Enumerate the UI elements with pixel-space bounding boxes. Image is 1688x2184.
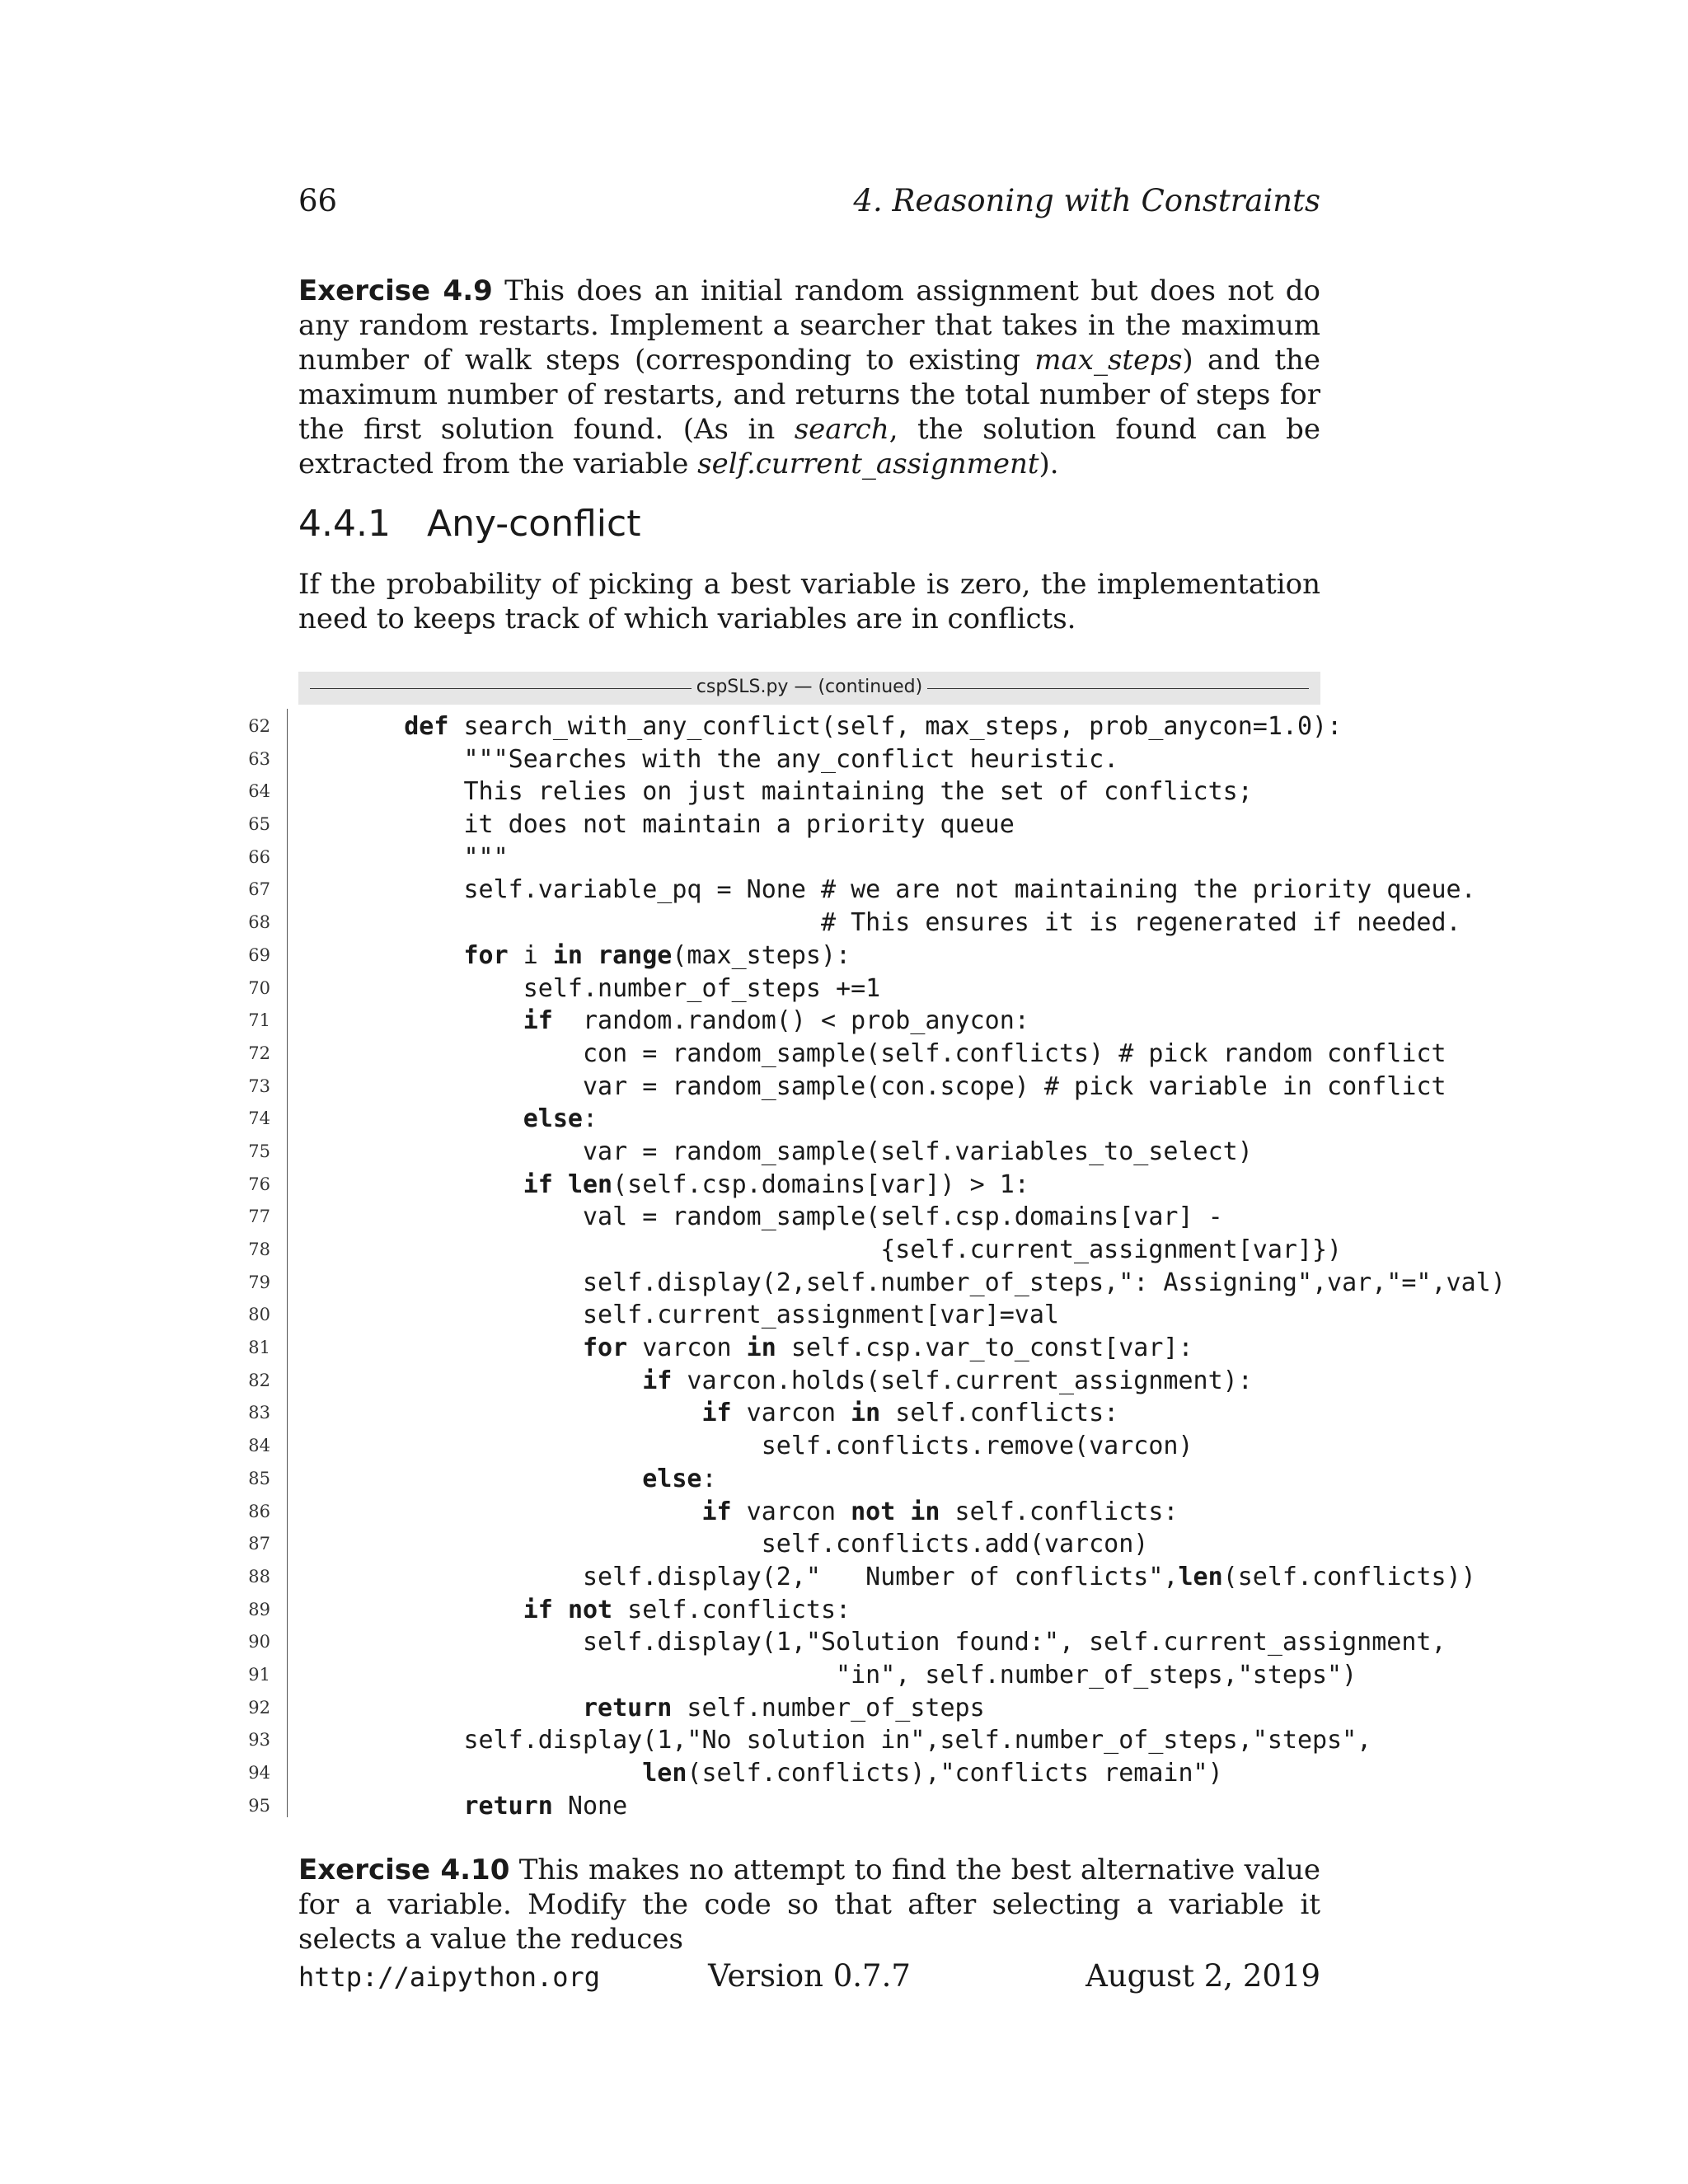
code-keyword: not bbox=[851, 1497, 896, 1526]
line-number: 64 bbox=[248, 781, 270, 802]
code-segment: self.variable_pq = None # we are not maintaining the priority queue. bbox=[345, 875, 1476, 905]
code-text bbox=[345, 1234, 1342, 1267]
code-segment: varcon bbox=[731, 1497, 851, 1526]
code-keyword: else bbox=[642, 1464, 702, 1493]
exercise-text: This makes no attempt to find the best alternative value for a variable. Modify the code so that after selecting a variable it selects a value the reduces bbox=[298, 1854, 1320, 1956]
line-number: 63 bbox=[248, 748, 270, 769]
code-segment: "in", self.number_of_steps,"steps") bbox=[345, 1660, 1357, 1690]
line-number: 91 bbox=[248, 1664, 270, 1685]
code-segment bbox=[345, 1759, 642, 1788]
code-text bbox=[345, 1397, 1118, 1430]
line-number: 68 bbox=[248, 912, 270, 933]
code-segment bbox=[345, 1006, 523, 1035]
code-line bbox=[0, 1692, 1688, 1725]
line-number: 87 bbox=[248, 1534, 270, 1554]
code-segment: val = random_sample(self.csp.domains[var] - bbox=[345, 1202, 1223, 1232]
code-text bbox=[345, 1626, 1447, 1659]
line-number: 81 bbox=[248, 1338, 270, 1358]
code-line bbox=[0, 1332, 1688, 1365]
exercise-var: search bbox=[794, 413, 889, 446]
code-text bbox=[345, 1790, 627, 1823]
code-segment: # This ensures it is regenerated if needed. bbox=[345, 908, 1461, 938]
code-line bbox=[0, 1724, 1688, 1757]
exercise-4-10 bbox=[298, 1853, 1320, 1957]
code-segment: self.current_assignment[var]=val bbox=[345, 1301, 1059, 1330]
code-keyword: in bbox=[910, 1497, 940, 1526]
code-segment: varcon bbox=[731, 1399, 851, 1428]
code-line bbox=[0, 808, 1688, 841]
section-number: 4.4.1 bbox=[298, 503, 391, 545]
page-footer bbox=[298, 1958, 1320, 1998]
line-number: 76 bbox=[248, 1174, 270, 1194]
code-segment: it does not maintain a priority queue bbox=[345, 810, 1015, 840]
code-segment: """ bbox=[345, 842, 509, 872]
code-segment: self.display(1,"Solution found:", self.current_assignment, bbox=[345, 1628, 1447, 1657]
code-line bbox=[0, 1594, 1688, 1627]
code-segment: None bbox=[552, 1791, 628, 1821]
line-number: 75 bbox=[248, 1141, 270, 1161]
code-segment: self.display(1,"No solution in",self.number_of_steps,"steps", bbox=[345, 1726, 1372, 1755]
code-text bbox=[345, 1169, 1029, 1202]
code-line bbox=[0, 1071, 1688, 1104]
code-banner bbox=[298, 672, 1320, 705]
code-keyword: if bbox=[523, 1595, 553, 1624]
line-number: 69 bbox=[248, 944, 270, 965]
section-title: Any-conflict bbox=[426, 503, 641, 545]
code-segment: varcon.holds(self.current_assignment): bbox=[672, 1366, 1253, 1395]
line-number: 82 bbox=[248, 1370, 270, 1390]
code-line bbox=[0, 1659, 1688, 1692]
line-number: 89 bbox=[248, 1599, 270, 1619]
code-line bbox=[0, 1201, 1688, 1234]
code-segment: var = random_sample(self.variables_to_select) bbox=[345, 1137, 1253, 1166]
code-segment: self.conflicts: bbox=[880, 1399, 1119, 1428]
code-keyword: if bbox=[523, 1006, 553, 1036]
code-segment: search_with_any_conflict(self, max_steps, prob_anycon=1.0): bbox=[448, 712, 1343, 741]
code-keyword: def bbox=[404, 712, 449, 741]
code-segment bbox=[345, 1694, 583, 1722]
code-segment bbox=[345, 1170, 523, 1199]
code-line bbox=[0, 1169, 1688, 1202]
code-keyword: return bbox=[463, 1791, 553, 1821]
code-line bbox=[0, 1626, 1688, 1659]
code-text bbox=[345, 1561, 1476, 1594]
line-number: 78 bbox=[248, 1240, 270, 1259]
exercise-4-9 bbox=[298, 274, 1320, 481]
code-text bbox=[345, 776, 1253, 808]
code-keyword: if bbox=[701, 1399, 732, 1428]
footer-date: August 2, 2019 bbox=[1085, 1958, 1320, 1994]
code-segment: self.display(2," Number of conflicts", bbox=[345, 1562, 1179, 1591]
code-text bbox=[345, 1136, 1253, 1169]
code-text bbox=[345, 1103, 598, 1136]
code-line bbox=[0, 1136, 1688, 1169]
code-text bbox=[345, 1332, 1193, 1365]
code-segment: con = random_sample(self.conflicts) # pick random conflict bbox=[345, 1038, 1447, 1068]
code-text bbox=[345, 808, 1015, 841]
line-number: 84 bbox=[248, 1436, 270, 1456]
code-segment: self.conflicts.add(varcon) bbox=[345, 1530, 1149, 1559]
code-text bbox=[345, 743, 1118, 776]
code-segment: i bbox=[508, 940, 553, 970]
code-segment: self.number_of_steps bbox=[672, 1693, 985, 1722]
section-heading bbox=[298, 503, 640, 545]
page-number: 66 bbox=[298, 183, 338, 218]
code-text bbox=[345, 1659, 1357, 1692]
code-text bbox=[345, 1071, 1447, 1104]
code-keyword: if bbox=[642, 1366, 673, 1395]
code-segment: (self.conflicts)) bbox=[1222, 1562, 1476, 1591]
code-text bbox=[345, 1463, 717, 1496]
code-text bbox=[345, 907, 1461, 940]
code-line bbox=[0, 710, 1688, 743]
code-text bbox=[345, 1365, 1253, 1398]
code-segment bbox=[345, 712, 404, 741]
exercise-var: self.current_assignment bbox=[697, 448, 1039, 480]
code-segment bbox=[345, 1333, 583, 1362]
code-segment: var = random_sample(con.scope) # pick variable in conflict bbox=[345, 1071, 1447, 1101]
line-number: 92 bbox=[248, 1697, 270, 1718]
code-line bbox=[0, 1365, 1688, 1398]
code-text bbox=[345, 972, 880, 1005]
line-number: 86 bbox=[248, 1501, 270, 1521]
code-line bbox=[0, 1496, 1688, 1529]
code-line bbox=[0, 1561, 1688, 1594]
code-segment: self.display(2,self.number_of_steps,": Assigning",var,"=",val) bbox=[345, 1268, 1506, 1297]
line-number: 70 bbox=[248, 977, 270, 998]
line-number: 85 bbox=[248, 1468, 270, 1488]
code-keyword: in bbox=[746, 1333, 776, 1363]
code-keyword: return bbox=[582, 1693, 673, 1722]
line-number: 88 bbox=[248, 1566, 270, 1586]
exercise-label: Exercise 4.9 bbox=[298, 274, 493, 307]
code-segment bbox=[345, 1792, 464, 1821]
exercise-text: ) and the maximum number of restarts, and returns the total number of steps for the first solution found. (As in bbox=[298, 344, 1320, 446]
code-text bbox=[345, 1496, 1178, 1529]
code-line bbox=[0, 1038, 1688, 1071]
line-number: 83 bbox=[248, 1403, 270, 1423]
code-text bbox=[345, 841, 509, 874]
line-number: 73 bbox=[248, 1076, 270, 1096]
code-keyword: in bbox=[851, 1399, 881, 1428]
line-number: 80 bbox=[248, 1305, 270, 1325]
code-segment: self.conflicts: bbox=[612, 1595, 851, 1624]
code-keyword: if bbox=[701, 1497, 732, 1526]
code-keyword: if bbox=[523, 1169, 553, 1199]
code-file-title: cspSLS.py — (continued) bbox=[298, 677, 1320, 697]
footer-version: Version 0.7.7 bbox=[708, 1958, 911, 1994]
code-line bbox=[0, 1528, 1688, 1561]
code-segment bbox=[553, 1170, 568, 1199]
code-text bbox=[345, 1724, 1372, 1757]
line-number: 93 bbox=[248, 1730, 270, 1750]
line-number: 94 bbox=[248, 1763, 270, 1783]
code-listing bbox=[0, 710, 1688, 1822]
code-keyword: len bbox=[567, 1169, 613, 1199]
line-number: 72 bbox=[248, 1043, 270, 1063]
code-line bbox=[0, 1463, 1688, 1496]
line-number: 79 bbox=[248, 1272, 270, 1292]
code-line bbox=[0, 1757, 1688, 1790]
code-segment bbox=[345, 1104, 523, 1133]
code-keyword: len bbox=[1178, 1562, 1223, 1591]
code-line bbox=[0, 1430, 1688, 1463]
code-line bbox=[0, 1005, 1688, 1038]
code-segment: self.number_of_steps +=1 bbox=[345, 973, 881, 1003]
code-segment bbox=[895, 1497, 910, 1526]
code-keyword: len bbox=[642, 1759, 687, 1788]
exercise-text: This does an initial random assignment but does not do any random restarts. Implement a searcher that takes in the maximum number of walk steps (corresponding to existing bbox=[298, 274, 1321, 377]
code-line bbox=[0, 841, 1688, 874]
code-line bbox=[0, 907, 1688, 940]
exercise-label: Exercise 4.10 bbox=[298, 1854, 510, 1886]
code-segment: : bbox=[583, 1104, 598, 1134]
line-number: 74 bbox=[248, 1108, 270, 1129]
code-line bbox=[0, 743, 1688, 776]
code-keyword: not bbox=[567, 1595, 613, 1624]
code-segment bbox=[345, 1366, 642, 1395]
code-text bbox=[345, 1594, 851, 1627]
code-segment: (self.conflicts),"conflicts remain") bbox=[687, 1759, 1223, 1788]
line-number: 67 bbox=[248, 879, 270, 900]
code-text bbox=[345, 1005, 1029, 1038]
code-segment: random.random() < prob_anycon: bbox=[552, 1006, 1029, 1036]
code-line bbox=[0, 1790, 1688, 1823]
code-text bbox=[345, 1038, 1447, 1071]
page-header bbox=[298, 183, 1320, 223]
code-text bbox=[345, 1757, 1223, 1790]
footer-url[interactable]: http://aipython.org bbox=[298, 1961, 601, 1993]
code-text bbox=[345, 940, 851, 972]
code-line bbox=[0, 1267, 1688, 1300]
code-segment: : bbox=[701, 1464, 717, 1493]
intro-paragraph: If the probability of picking a best variable is zero, the implementation need to keeps track of which variables are in conflicts. bbox=[298, 568, 1320, 635]
code-segment: {self.current_assignment[var]}) bbox=[345, 1235, 1343, 1264]
line-number: 65 bbox=[248, 814, 270, 835]
code-line bbox=[0, 776, 1688, 808]
code-keyword: for bbox=[463, 940, 509, 970]
code-segment bbox=[345, 1465, 642, 1493]
code-keyword: for bbox=[582, 1333, 628, 1363]
code-segment bbox=[345, 1596, 523, 1624]
code-text bbox=[345, 874, 1476, 907]
code-segment: varcon bbox=[627, 1333, 747, 1363]
exercise-text: , the solution found can be extracted from the variable bbox=[298, 413, 1320, 480]
code-segment: self.conflicts: bbox=[940, 1497, 1179, 1526]
code-segment: (max_steps): bbox=[672, 940, 851, 970]
code-segment bbox=[345, 941, 464, 970]
code-text bbox=[345, 1299, 1059, 1332]
line-number: 77 bbox=[248, 1207, 270, 1227]
code-segment bbox=[345, 1399, 701, 1427]
code-segment bbox=[345, 1497, 701, 1526]
code-text bbox=[345, 1528, 1148, 1561]
code-text bbox=[345, 710, 1342, 743]
code-segment: """Searches with the any_conflict heuristic. bbox=[345, 744, 1119, 774]
line-number: 66 bbox=[248, 846, 270, 867]
code-line bbox=[0, 1234, 1688, 1267]
code-segment: self.conflicts.remove(varcon) bbox=[345, 1432, 1193, 1461]
exercise-text: ). bbox=[1039, 448, 1059, 480]
code-text bbox=[345, 1430, 1193, 1463]
chapter-title: 4. Reasoning with Constraints bbox=[853, 183, 1320, 218]
line-number: 71 bbox=[248, 1010, 270, 1031]
code-keyword: else bbox=[523, 1104, 583, 1134]
line-number: 95 bbox=[248, 1795, 270, 1816]
code-text bbox=[345, 1267, 1506, 1300]
code-line bbox=[0, 1103, 1688, 1136]
code-line bbox=[0, 972, 1688, 1005]
code-keyword: range bbox=[598, 940, 673, 970]
line-number: 90 bbox=[248, 1632, 270, 1652]
code-segment bbox=[553, 1596, 568, 1624]
code-text bbox=[345, 1692, 985, 1725]
code-segment: This relies on just maintaining the set of conflicts; bbox=[345, 777, 1253, 807]
code-text bbox=[345, 1201, 1223, 1234]
code-line bbox=[0, 1299, 1688, 1332]
code-line bbox=[0, 1397, 1688, 1430]
code-keyword: in bbox=[552, 940, 583, 970]
code-line bbox=[0, 874, 1688, 907]
code-segment: self.csp.var_to_const[var]: bbox=[776, 1333, 1193, 1363]
code-line bbox=[0, 940, 1688, 972]
line-number: 62 bbox=[248, 716, 270, 736]
exercise-var: max_steps bbox=[1034, 344, 1183, 377]
code-segment: (self.csp.domains[var]) > 1: bbox=[612, 1169, 1029, 1199]
code-segment bbox=[583, 941, 598, 970]
